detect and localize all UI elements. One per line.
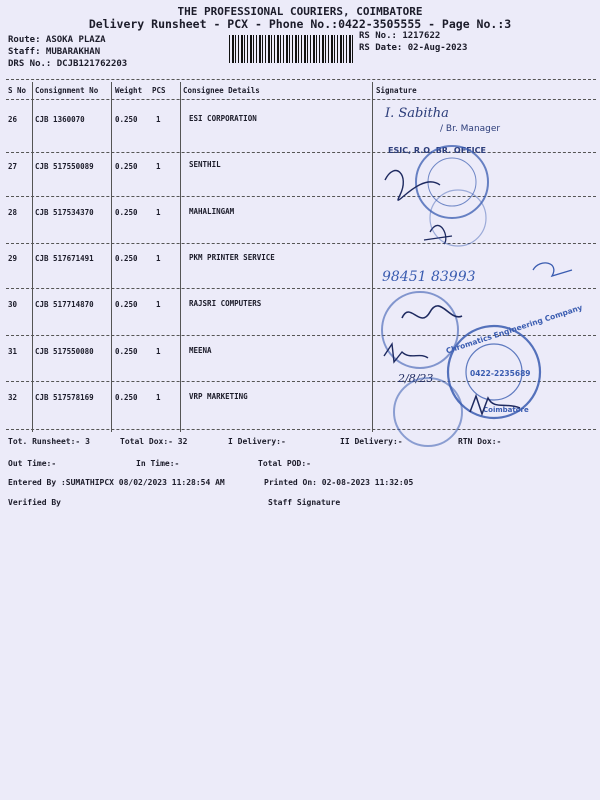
signature-row-31	[384, 344, 428, 362]
row-sno: 28	[8, 208, 18, 217]
col-divider	[180, 82, 181, 432]
row-consignee: MAHALINGAM	[189, 207, 235, 216]
company-round-stamp	[445, 303, 584, 418]
row-pcs: 1	[156, 393, 161, 402]
row-consignee: ESI CORPORATION	[189, 114, 257, 123]
total-dox: Total Dox:- 32	[120, 437, 188, 446]
company-title: THE PROFESSIONAL COURIERS, COIMBATORE	[177, 5, 423, 18]
table-top-rule	[6, 79, 596, 80]
signature-row-32	[470, 396, 520, 414]
row-pcs: 1	[156, 300, 161, 309]
row-rule	[6, 152, 596, 153]
row-consignee: PKM PRINTER SERVICE	[189, 253, 275, 262]
manager-title-text: / Br. Manager	[440, 124, 501, 134]
circular-stamp	[382, 292, 458, 368]
row-weight: 0.250	[115, 347, 138, 356]
marketing-stamp	[394, 378, 462, 446]
initials-mark	[533, 263, 572, 276]
staff-label: Staff: MUBARAKHAN	[8, 47, 101, 57]
handwritten-phone: 98451 83993	[382, 269, 476, 285]
tot-runsheet: Tot. Runsheet:- 3	[8, 437, 90, 446]
i-delivery: I Delivery:-	[228, 437, 286, 446]
row-pcs: 1	[156, 208, 161, 217]
esic-text: ESIC, R.O. BR. OFFICE	[388, 146, 486, 155]
row-consignee: SENTHIL	[189, 160, 221, 169]
row-weight: 0.250	[115, 393, 138, 402]
col-header-consignment: Consignment No	[35, 86, 99, 95]
row-weight: 0.250	[115, 254, 138, 263]
entered-by: Entered By :SUMATHIPCX 08/02/2023 11:28:54 AM	[8, 478, 225, 487]
signature-row-28	[424, 225, 452, 244]
signature-row-26: I. Sabitha	[385, 106, 449, 121]
header-rule	[6, 99, 596, 100]
row-consignment: CJB 1360070	[35, 115, 85, 124]
col-divider	[32, 82, 33, 432]
route-label: Route: ASOKA PLAZA	[8, 35, 106, 45]
row-sno: 32	[8, 393, 18, 402]
verified-by: Verified By	[8, 498, 61, 507]
row-rule	[6, 243, 596, 244]
faint-seal	[430, 190, 486, 246]
row-weight: 0.250	[115, 208, 138, 217]
row-consignment: CJB 517578169	[35, 393, 94, 402]
col-header-weight: Weight	[115, 86, 143, 95]
stamp-city: Coimbatore	[483, 406, 529, 414]
row-consignee: MEENA	[189, 346, 212, 355]
total-pod: Total POD:-	[258, 459, 311, 468]
row-pcs: 1	[156, 162, 161, 171]
row-sno: 27	[8, 162, 18, 171]
row-rule	[6, 335, 596, 336]
col-header-sno: S No	[8, 86, 27, 95]
col-header-pcs: PCS	[152, 86, 166, 95]
row-sno: 31	[8, 347, 18, 356]
staff-signature-label: Staff Signature	[268, 498, 341, 507]
col-header-signature: Signature	[376, 86, 417, 95]
row-consignment: CJB 517534370	[35, 208, 94, 217]
col-divider	[111, 82, 112, 432]
stamp-phone: 0422-2235689	[470, 369, 531, 378]
printed-on: Printed On: 02-08-2023 11:32:05	[264, 478, 414, 487]
row-weight: 0.250	[115, 162, 138, 171]
row-weight: 0.250	[115, 300, 138, 309]
round-seal	[416, 146, 488, 218]
row-consignee: RAJSRI COMPUTERS	[189, 299, 262, 308]
row-consignment: CJB 517714870	[35, 300, 94, 309]
col-header-consignee: Consignee Details	[183, 86, 260, 95]
row-consignee: VRP MARKETING	[189, 392, 248, 401]
row-rule	[6, 288, 596, 289]
stamp-ring-text: Chromatics Engineering Company	[444, 302, 584, 356]
row-rule	[6, 196, 596, 197]
row-consignment: CJB 517671491	[35, 254, 94, 263]
barcode	[229, 35, 353, 63]
rs-number: RS No.: 1217622	[359, 31, 441, 41]
out-time: Out Time:-	[8, 459, 57, 468]
row-rule	[6, 381, 596, 382]
row-weight: 0.250	[115, 115, 138, 124]
row-consignment: CJB 517550089	[35, 162, 94, 171]
in-time: In Time:-	[136, 459, 180, 468]
row-consignment: CJB 517550080	[35, 347, 94, 356]
drs-number: DRS No.: DCJB121762203	[8, 59, 128, 69]
signature-row-30	[402, 306, 462, 318]
row-pcs: 1	[156, 347, 161, 356]
rtn-dox: RTN Dox:-	[458, 437, 502, 446]
table-bottom-rule	[6, 429, 596, 430]
row-sno: 29	[8, 254, 18, 263]
runsheet-title: Delivery Runsheet - PCX - Phone No.:0422-3505555 - Page No.:3	[88, 17, 512, 31]
row-sno: 30	[8, 300, 18, 309]
handwritten-date: 2/8/23	[398, 372, 434, 385]
row-sno: 26	[8, 115, 18, 124]
row-pcs: 1	[156, 254, 161, 263]
ii-delivery: II Delivery:-	[340, 437, 403, 446]
rs-date: RS Date: 02-Aug-2023	[359, 43, 468, 53]
row-pcs: 1	[156, 115, 161, 124]
col-divider	[372, 82, 373, 432]
